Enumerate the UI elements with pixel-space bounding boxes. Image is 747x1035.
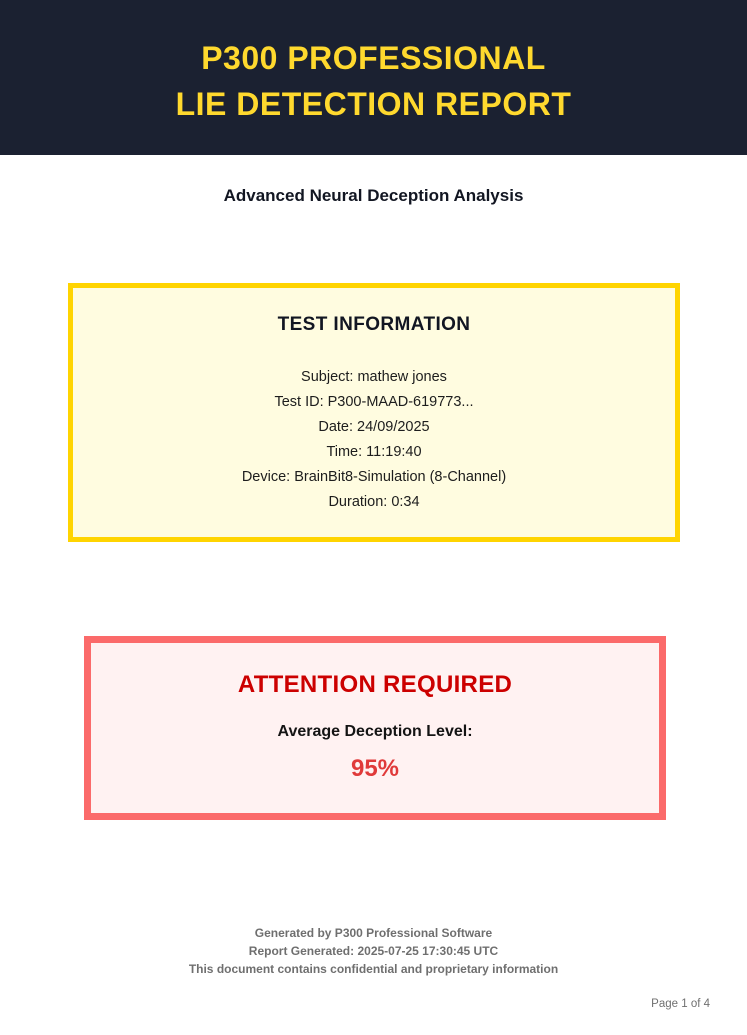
- report-title-line-1: P300 PROFESSIONAL: [201, 39, 546, 76]
- footer-generated-at: Report Generated: 2025-07-25 17:30:45 UTC: [248, 944, 499, 958]
- attention-required-heading: ATTENTION REQUIRED: [237, 671, 513, 698]
- page-number: Page 1 of 4: [651, 998, 710, 1010]
- report-header: [0, 0, 747, 155]
- attention-required-panel: [84, 636, 666, 820]
- test-info-date: Date: 24/09/2025: [318, 419, 430, 435]
- test-info-subject: Subject: mathew jones: [301, 369, 447, 385]
- average-deception-level-label: Average Deception Level:: [277, 723, 473, 740]
- test-info-duration: Duration: 0:34: [328, 494, 420, 510]
- footer-confidentiality-notice: This document contains confidential and proprietary information: [188, 962, 559, 976]
- test-info-time: Time: 11:19:40: [326, 444, 422, 460]
- test-information-heading: TEST INFORMATION: [277, 314, 471, 335]
- report-title-line-2: LIE DETECTION REPORT: [175, 85, 572, 122]
- test-information-panel: [68, 283, 680, 542]
- test-info-test-id: Test ID: P300-MAAD-619773...: [274, 394, 474, 410]
- report-footer: [0, 924, 747, 978]
- average-deception-level-value: 95%: [350, 755, 400, 782]
- test-info-device: Device: BrainBit8-Simulation (8-Channel): [241, 469, 507, 485]
- report-subtitle: Advanced Neural Deception Analysis: [223, 186, 524, 205]
- footer-generated-by: Generated by P300 Professional Software: [254, 926, 493, 940]
